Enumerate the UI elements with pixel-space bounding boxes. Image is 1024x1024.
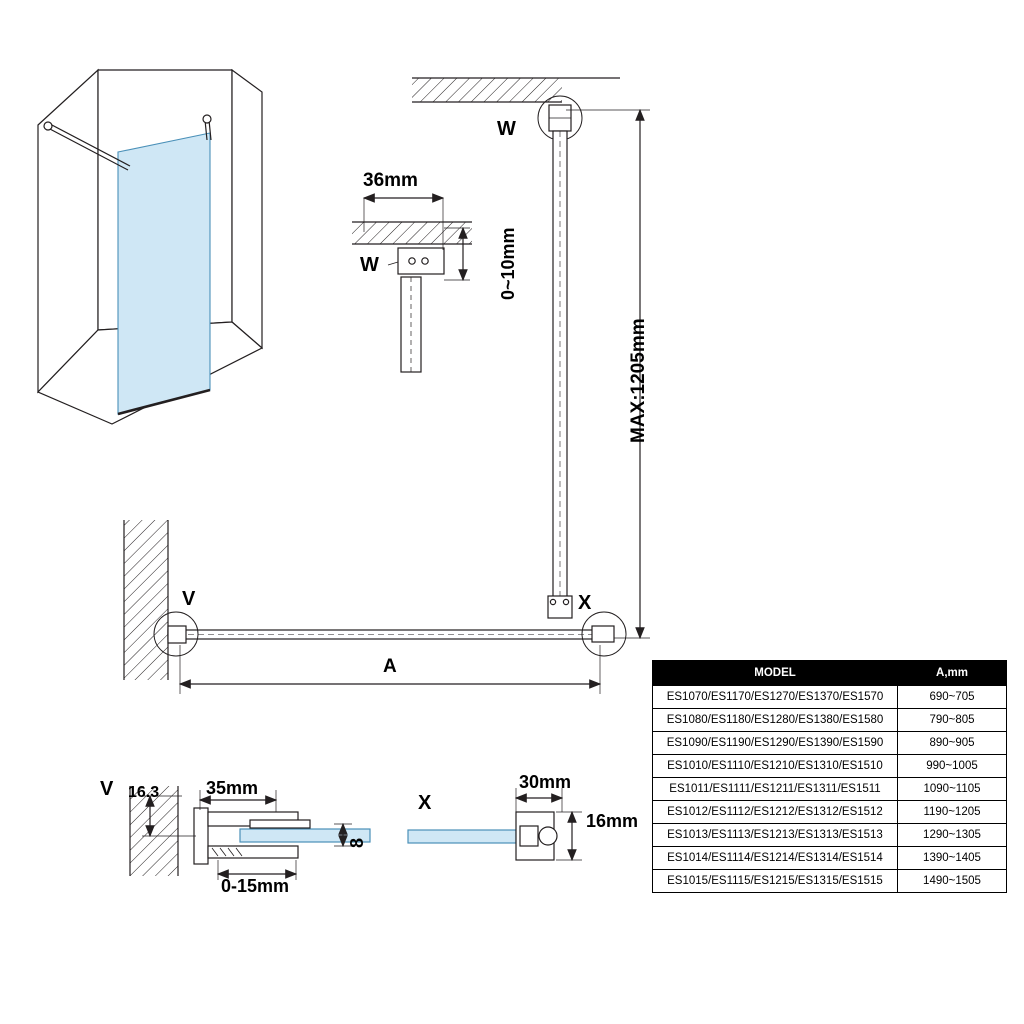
label-v-section: V xyxy=(100,778,114,800)
label-16-3: 16.3 xyxy=(128,784,160,801)
table-row xyxy=(653,801,1007,824)
cell-model: ES1070/ES1170/ES1270/ES1370/ES1570 xyxy=(653,686,898,709)
label-x-plan: X xyxy=(578,592,592,614)
label-0-15mm: 0-15mm xyxy=(221,876,290,896)
label-a-dimension: A xyxy=(383,656,397,677)
table-row xyxy=(653,686,1007,709)
label-glass-thickness: 8 xyxy=(347,837,367,848)
label-w-detail: W xyxy=(360,254,379,276)
table-row xyxy=(653,709,1007,732)
table-row xyxy=(653,732,1007,755)
cell-model: ES1014/ES1114/ES1214/ES1314/ES1514 xyxy=(653,847,898,870)
cell-a: 1190~1205 xyxy=(898,801,1007,824)
table-row xyxy=(653,870,1007,893)
label-max-height: MAX:1205mm xyxy=(628,318,649,443)
cell-a: 790~805 xyxy=(898,709,1007,732)
cell-model: ES1090/ES1190/ES1290/ES1390/ES1590 xyxy=(653,732,898,755)
v-section-view xyxy=(130,786,370,880)
label-w-elevation: W xyxy=(497,118,516,140)
label-16mm: 16mm xyxy=(586,811,639,831)
cell-model: ES1010/ES1110/ES1210/ES1310/ES1510 xyxy=(653,755,898,778)
label-x-section: X xyxy=(418,792,432,814)
cell-a: 1090~1105 xyxy=(898,778,1007,801)
cell-a: 1490~1505 xyxy=(898,870,1007,893)
cell-a: 1290~1305 xyxy=(898,824,1007,847)
cell-a: 690~705 xyxy=(898,686,1007,709)
label-35mm: 35mm xyxy=(206,778,259,798)
table-row xyxy=(653,847,1007,870)
model-spec-table xyxy=(652,660,1007,893)
w-detail-view xyxy=(352,198,472,372)
cell-a: 990~1005 xyxy=(898,755,1007,778)
column-header-model: MODEL xyxy=(653,661,898,686)
column-header-a: A,mm xyxy=(898,661,1007,686)
isometric-view xyxy=(38,70,262,424)
label-36mm: 36mm xyxy=(363,170,418,191)
elevation-view xyxy=(412,78,650,638)
label-v-plan: V xyxy=(182,588,196,610)
x-section-view xyxy=(408,788,582,860)
label-30mm: 30mm xyxy=(519,772,572,792)
table-row xyxy=(653,755,1007,778)
cell-model: ES1080/ES1180/ES1280/ES1380/ES1580 xyxy=(653,709,898,732)
cell-model: ES1013/ES1113/ES1213/ES1313/ES1513 xyxy=(653,824,898,847)
table-row xyxy=(653,824,1007,847)
cell-model: ES1012/ES1112/ES1212/ES1312/ES1512 xyxy=(653,801,898,824)
table-header-row xyxy=(653,661,1007,686)
label-0-10mm: 0~10mm xyxy=(498,227,518,300)
cell-a: 890~905 xyxy=(898,732,1007,755)
cell-model: ES1011/ES1111/ES1211/ES1311/ES1511 xyxy=(653,778,898,801)
cell-a: 1390~1405 xyxy=(898,847,1007,870)
cell-model: ES1015/ES1115/ES1215/ES1315/ES1515 xyxy=(653,870,898,893)
table-row xyxy=(653,778,1007,801)
